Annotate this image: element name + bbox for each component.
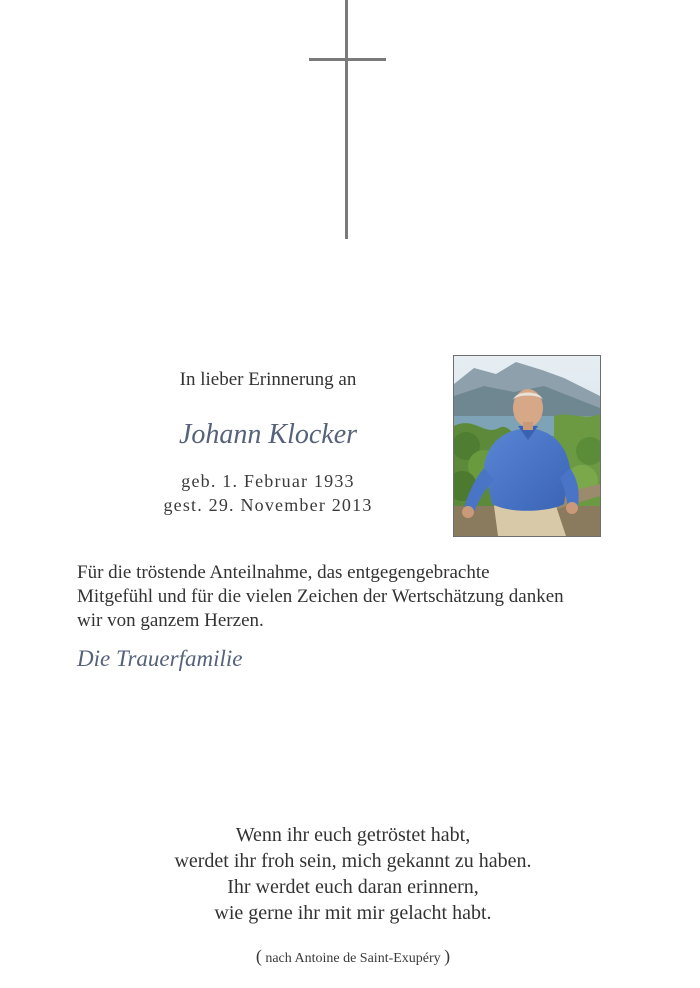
poem-line: werdet ihr froh sein, mich gekannt zu haben. <box>174 850 532 872</box>
thanks-line: Für die tröstende Anteilnahme, das entgegengebrachte <box>77 562 490 583</box>
birth-date: geb. 1. Februar 1933 <box>181 471 355 491</box>
thanks-paragraph <box>77 561 637 633</box>
poem-source <box>100 946 606 967</box>
source-close-paren: ) <box>444 946 451 966</box>
source-author: nach Antoine de Saint-Exupéry <box>261 951 445 966</box>
death-date: gest. 29. November 2013 <box>163 495 373 515</box>
source-open-paren: ( <box>255 946 262 966</box>
deceased-name: Johann Klocker <box>178 419 358 450</box>
family-signature: Die Trauerfamilie <box>77 646 243 671</box>
thanks-line: Mitgefühl und für die vielen Zeichen der Wertschätzung danken <box>77 586 564 607</box>
thanks-line: wir von ganzem Herzen. <box>77 610 264 631</box>
cross-horizontal-bar <box>309 58 386 61</box>
poem <box>60 822 646 926</box>
cross-vertical-bar <box>345 0 348 239</box>
poem-line: Wenn ihr euch getröstet habt, <box>235 824 471 846</box>
portrait-photo <box>453 355 601 537</box>
poem-line: Ihr werdet euch daran erinnern, <box>227 876 479 898</box>
memorial-intro: In lieber Erinnerung an <box>179 369 357 390</box>
poem-line: wie gerne ihr mit mir gelacht habt. <box>214 902 492 924</box>
life-dates <box>110 469 426 517</box>
